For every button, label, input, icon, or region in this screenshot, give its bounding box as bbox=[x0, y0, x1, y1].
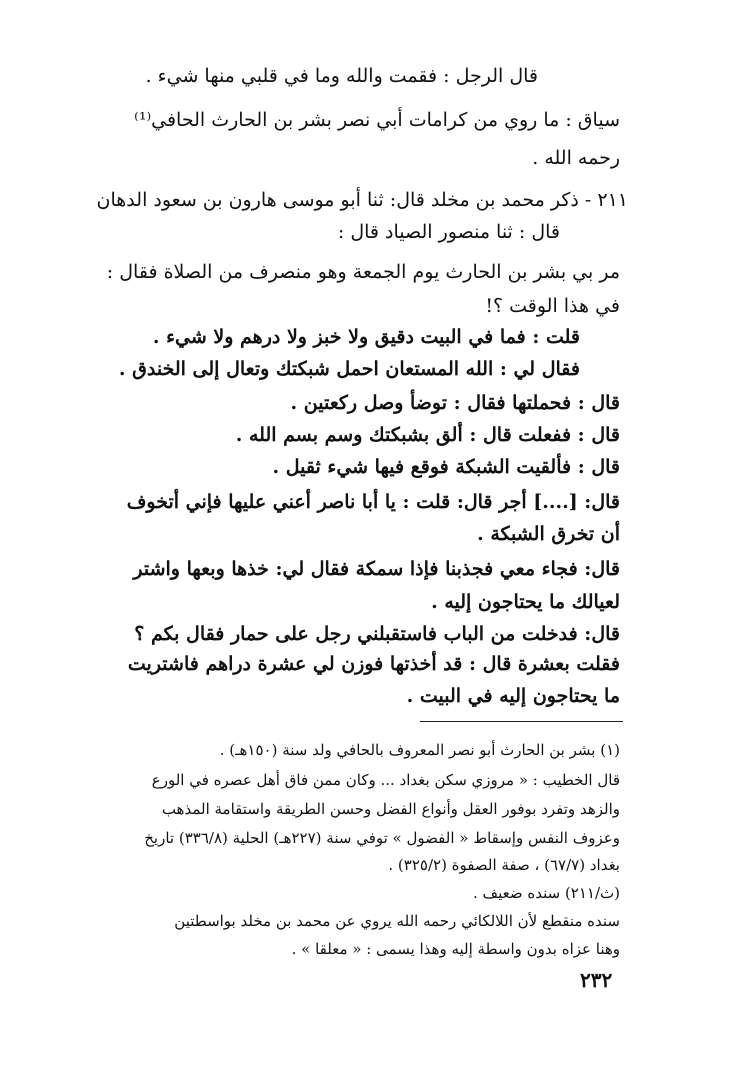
text-line: أن تخرق الشبكة . bbox=[477, 523, 620, 545]
text-line: مر بي بشر بن الحارث يوم الجمعة وهو منصرف من الصلاة فقال : bbox=[106, 261, 620, 283]
footnote-line: (ث/٢١١) سنده ضعيف . bbox=[473, 884, 620, 902]
text-line: فقال لي : الله المستعان احمل شبكتك وتعال إلى الخندق . bbox=[118, 358, 580, 380]
text-line: قال : ثنا منصور الصياد قال : bbox=[337, 221, 560, 243]
text-line: قلت : فما في البيت دقيق ولا خبز ولا درهم ولا شيء . bbox=[152, 326, 580, 348]
text-line: ما يحتاجون إليه في البيت . bbox=[406, 685, 620, 707]
text-line: قال : فألقيت الشبكة فوقع فيها شيء ثقيل . bbox=[272, 456, 620, 478]
footnote-line: (١) بشر بن الحارث أبو نصر المعروف بالحافي ولد سنة (١٥٠هـ) . bbox=[219, 741, 620, 759]
footnote-line: والزهد وتفرد بوفور العقل وأنواع الفضل وحسن الطريقة واستقامة المذهب bbox=[161, 800, 620, 818]
footnote-line: سنده منقطع لأن اللالكائي رحمه الله يروي عن محمد بن مخلد بواسطتين bbox=[174, 912, 620, 930]
text-line: فقلت بعشرة قال : قد أخذتها فوزن لي عشرة دراهم فاشتريت bbox=[127, 653, 620, 675]
text-line: رحمه الله . bbox=[532, 147, 620, 169]
text-line: لعيالك ما يحتاجون إليه . bbox=[431, 591, 620, 613]
text-line: قال : ففعلت قال : ألق بشبكتك وسم بسم الله . bbox=[235, 424, 620, 446]
text-line: قال: فجاء معي فجذبنا فإذا سمكة فقال لي: خذها وبعها واشتر bbox=[133, 558, 620, 580]
text-line: قال: فدخلت من الباب فاستقبلني رجل على حمار فقال بكم ؟ bbox=[134, 623, 620, 645]
text-line: قال: [....] أجر قال: قلت : يا أبا ناصر أعني عليها فإني أتخوف bbox=[126, 491, 620, 513]
text-line: سياق : ما روي من كرامات أبي نصر بشر بن الحارث الحافي⁽¹⁾ bbox=[134, 109, 620, 131]
text-line: ٢١١ - ذكر محمد بن مخلد قال: ثنا أبو موسى هارون بن سعود الدهان bbox=[96, 189, 628, 211]
footnote-line: قال الخطيب : « مروزي سكن بغداد ... وكان ممن فاق أهل عصره في الورع bbox=[151, 771, 620, 789]
footnote-divider bbox=[420, 721, 623, 722]
text-line: قال : فحملتها فقال : توضأ وصل ركعتين . bbox=[290, 392, 620, 414]
text-line: في هذا الوقت ؟! bbox=[485, 295, 620, 317]
footnote-line: وهنا عزاه بدون واسطة إليه وهذا يسمى : « معلقا » . bbox=[291, 940, 620, 958]
page-number: ٢٣٢ bbox=[580, 968, 613, 992]
footnote-line: بغداد (٦٧/٧) ، صفة الصفوة (٣٢٥/٢) . bbox=[388, 856, 620, 874]
text-line: قال الرجل : فقمت والله وما في قلبي منها شيء . bbox=[145, 65, 538, 87]
footnote-line: وعزوف النفس وإسقاط « الفضول » توفي سنة (٢٢٧هـ) الحلية (٣٣٦/٨) تاريخ bbox=[144, 829, 620, 847]
